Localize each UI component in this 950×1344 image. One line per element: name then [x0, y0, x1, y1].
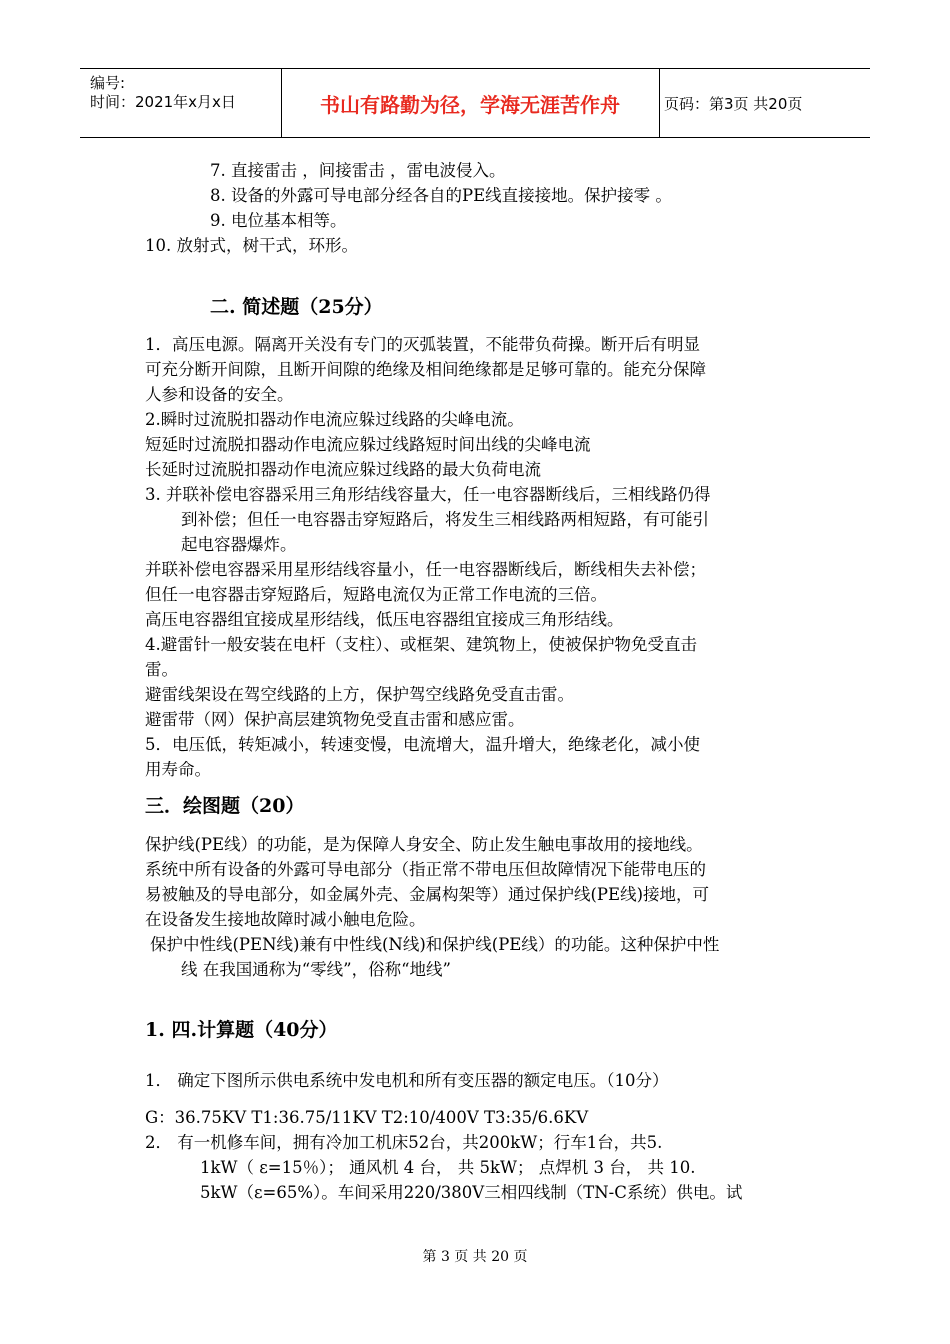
answer-line: 可充分断开间隙，且断开间隙的绝缘及相间绝缘都是足够可靠的。能充分保障 [145, 360, 706, 379]
answer-line: 线 在我国通称为“零线”，俗称“地线” [181, 960, 451, 979]
answer-line: 避雷线架设在驾空线路的上方，保护驾空线路免受直击雷。 [145, 685, 574, 704]
section-heading: 三．绘图题（20） [145, 795, 305, 817]
question-line: 5kW（ε=65%）。车间采用220/380V三相四线制（TN-C系统）供电。试 [200, 1183, 743, 1202]
answer-line: 长延时过流脱扣器动作电流应躲过线路的最大负荷电流 [145, 460, 541, 479]
page-footer: 第 3 页 共 20 页 [422, 1249, 528, 1265]
date-label: 时间：2021年x月x日 [90, 93, 236, 111]
answer-line: 起电容器爆炸。 [181, 535, 297, 554]
answer-line: 在设备发生接地故障时减小触电危险。 [145, 910, 426, 929]
answer-line: 保护线(PE线）的功能，是为保障人身安全、防止发生触电事故用的接地线。 [145, 835, 703, 854]
answer-line: 2.瞬时过流脱扣器动作电流应躲过线路的尖峰电流。 [145, 410, 524, 429]
answer-line: 3. 并联补偿电容器采用三角形结线容量大，任一电容器断线后，三相线路仍得 [145, 485, 711, 504]
answer-line: 但任一电容器击穿短路后，短路电流仅为正常工作电流的三倍。 [145, 585, 607, 604]
document-number-label: 编号: [90, 74, 126, 92]
answer-line: 高压电容器组宜接成星形结线，低压电容器组宜接成三角形结线。 [145, 610, 624, 629]
answer-line: 人参和设备的安全。 [145, 385, 294, 404]
answer-line: G：36.75KV T1:36.75/11KV T2:10/400V T3:35/6.6KV [145, 1108, 589, 1127]
header-left-cell [80, 69, 280, 137]
header-divider [659, 69, 660, 137]
answer-line: 到补偿；但任一电容器击穿短路后，将发生三相线路两相短路，有可能引 [181, 510, 709, 529]
answer-line: 4.避雷针一般安装在电杆（支柱）、或框架、建筑物上，使被保护物免受直击 [145, 635, 697, 654]
answer-line: 8. 设备的外露可导电部分经各自的PE线直接接地。保护接零 。 [210, 186, 672, 205]
question-line: 1kW（ ε=15％）； 通风机 4 台， 共 5kW； 点焊机 3 台， 共 10. [200, 1158, 696, 1177]
page-counter: 页码：第3页 共20页 [664, 94, 803, 113]
answer-line: 易被触及的导电部分，如金属外壳、金属构架等）通过保护线(PE线)接地，可 [145, 885, 710, 904]
answer-line: 5．电压低，转矩减小，转速变慢，电流增大，温升增大，绝缘老化，减小使 [145, 735, 700, 754]
question-line: 1． 确定下图所示供电系统中发电机和所有变压器的额定电压。（10分） [145, 1071, 669, 1090]
answer-line: 保护中性线(PEN线)兼有中性线(N线)和保护线(PE线）的功能。这种保护中性 [150, 935, 720, 954]
question-line: 2． 有一机修车间，拥有冷加工机床52台，共200kW；行车1台，共5. [145, 1133, 663, 1152]
page-header [80, 68, 870, 138]
answer-line: 10. 放射式，树干式，环形。 [145, 236, 358, 255]
answer-line: 并联补偿电容器采用星形结线容量小，任一电容器断线后，断线相失去补偿； [145, 560, 706, 579]
section-heading: 二. 简述题（25分） [210, 296, 383, 318]
answer-line: 雷。 [145, 660, 178, 679]
answer-line: 7. 直接雷击 ，间接雷击 ，雷电波侵入。 [210, 161, 506, 180]
section-heading: 1. 四.计算题（40分） [145, 1019, 338, 1041]
answer-line: 用寿命。 [145, 760, 211, 779]
answer-line: 9. 电位基本相等。 [210, 211, 347, 230]
answer-line: 1．高压电源。隔离开关没有专门的灭弧装置，不能带负荷操。断开后有明显 [145, 335, 700, 354]
answer-line: 避雷带（网）保护高层建筑物免受直击雷和感应雷。 [145, 710, 525, 729]
answer-line: 短延时过流脱扣器动作电流应躲过线路短时间出线的尖峰电流 [145, 435, 591, 454]
answer-line: 系统中所有设备的外露可导电部分（指正常不带电压但故障情况下能带电压的 [145, 860, 706, 879]
header-motto: 书山有路勤为径，学海无涯苦作舟 [320, 92, 620, 117]
